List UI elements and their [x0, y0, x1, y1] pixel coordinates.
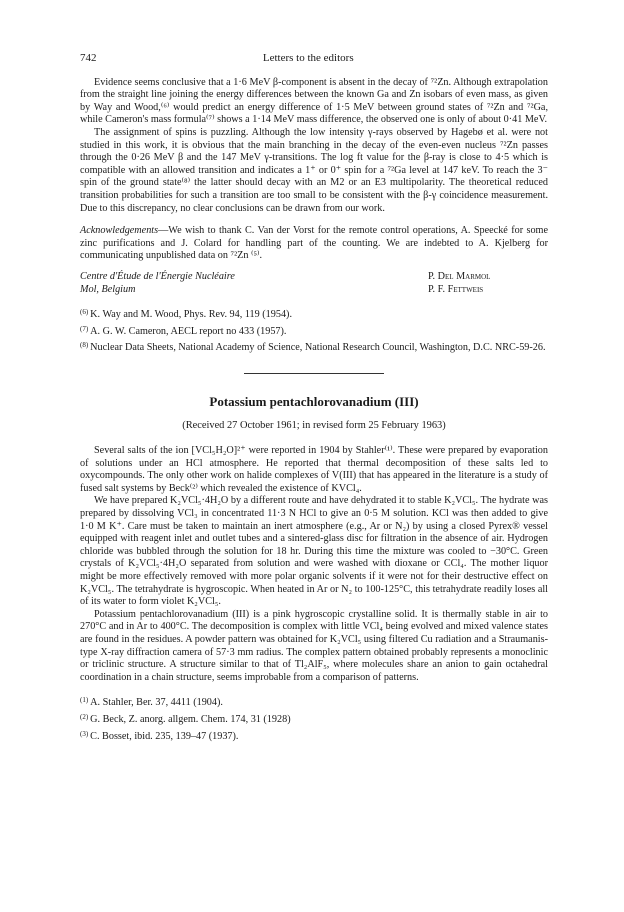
reference-text: A. Stahler, Ber. 37, 4411 (1904). [90, 697, 223, 709]
paragraph-evidence: Evidence seems conclusive that a 1·6 MeV β-component is absent in the decay of ⁷²Zn. Although extrapolation from the straight line joining the energy differences between the known Ga and Zn isobars of even mass, as given by Way and Wood,⁽⁶⁾ would predict an energy difference of 1·5 MeV between ground states of ⁷²Zn and ⁷²Ga, while Cameron's mass formula⁽⁷⁾ shows a 1·14 MeV mass difference, the observed one is only of about 0·41 MeV. [80, 76, 548, 126]
institution-location: Mol, Belgium [80, 283, 136, 295]
institution-name: Centre d'Étude de l'Énergie Nucléaire [80, 270, 235, 282]
reference-item [80, 694, 548, 710]
reference-item [80, 711, 548, 727]
reference-item [80, 323, 548, 339]
reference-item [80, 306, 548, 322]
reference-number: (3) [80, 729, 89, 738]
section-divider [244, 373, 384, 374]
reference-item [80, 728, 548, 744]
signoff [80, 271, 548, 296]
reference-text: K. Way and M. Wood, Phys. Rev. 94, 119 (1954). [90, 309, 292, 321]
paragraph-intro: Several salts of the ion [VCl₅H₂O]²⁺ were reported in 1904 by Stahler⁽¹⁾. These were prepared by evaporation of solutions under an HCl atmosphere. He reported that thermal decomposition of these salts led to oxycompounds. The only other work on halide complexes of V(III) that has appeared in the literature is a study of fused salt systems by Beck⁽²⁾ which revealed the existence of KVCl₄. [80, 445, 548, 494]
acknowledgements [80, 225, 548, 263]
institution [80, 271, 235, 296]
reference-number: (8) [80, 341, 89, 350]
references-second [80, 694, 548, 743]
reference-item [80, 339, 548, 355]
running-title: Letters to the editors [262, 52, 354, 64]
paragraph-preparation: We have prepared K₂VCl₅·4H₂O by a different route and have dehydrated it to stable K₂VCl₅. The hydrate was prepared by dissolving VCl₃ in concentrated 11·3 N HCl to give an 0·5 M solution. KCl was then added to give 1·0 M K⁺. Care must be taken to maintain an inert atmosphere (e.g., Ar or N₂) by using a closed Pyrex® vessel equipped with reagent inlet and outlet tubes and a sintered-glass disc for filtration in the absence of air. Hydrogen chloride was bubbled through the solution for 18 hr. During this time the mixture was cooled to −30°C. Green crystals of K₂VCl₅·4H₂O separated from solution and were washed with dioxane or CCl₄. The mother liquor might be more effectively removed with more polar organic solvents if it were not for their destructive effect on K₂VCl₅. The tetrahydrate is hygroscopic. When heated in Ar or N₂ to 100-125°C, this tetrahydrate readily loses all of its water to form violet K₂VCl₅. [80, 495, 548, 608]
author-name: P. F. Fettweis [428, 283, 484, 295]
reference-number: (1) [80, 696, 89, 705]
acknowledgements-text: —We wish to thank C. Van der Vorst for the remote control operations, A. Speecké for some zinc purifications and J. Colard for handling part of the counting. We are indebted to A. Kjelberg for communicating unpublished data on ⁷²Zn ⁽⁵⁾. [80, 225, 548, 262]
paragraph-properties: Potassium pentachlorovanadium (III) is a pink hygroscopic crystalline solid. It is thermally stable in air to 270°C and in Ar to 400°C. The decomposition is complex with little VCl₄ being evolved and mixed valence states are found in the residues. A powder pattern was obtained for K₂VCl₅ using filtered Cu radiation and a Straumanis-type X-ray diffraction camera of 57·3 mm radius. The complex pattern obtained probably represents a monoclinic or triclinic structure. A structure similar to that of Tl₂AlF₅, where molecules share an anion to gain octahedral coordination in a chain structure, seems improbable from a comparison of patterns. [80, 608, 548, 683]
article-title: Potassium pentachlorovanadium (III) [209, 393, 419, 409]
page-number: 742 [80, 52, 97, 64]
received-dates: (Received 27 October 1961; in revised form 25 February 1963) [182, 420, 446, 432]
page-header [80, 52, 548, 65]
acknowledgements-label: Acknowledgements [80, 225, 159, 237]
reference-text: Nuclear Data Sheets, National Academy of Science, National Research Council, Washington, D.C. NRC-59-26. [90, 342, 546, 354]
reference-text: G. Beck, Z. anorg. allgem. Chem. 174, 31 (1928) [90, 713, 291, 725]
page [80, 52, 548, 744]
reference-text: A. G. W. Cameron, AECL report no 433 (1957). [90, 325, 287, 337]
author-name: P. Del Marmol [428, 270, 491, 282]
reference-number: (7) [80, 324, 89, 333]
references-first [80, 306, 548, 355]
paragraph-spins: The assignment of spins is puzzling. Although the low intensity γ-rays observed by Hagebø et al. were not studied in this work, it is obvious that the main branching in the decay of the even-even nucleus ⁷²Zn passes through the 0·26 MeV β and the 147 MeV γ-transitions. The log ft value for the β-ray is close to 4·5 which is compatible with an allowed transition and indicates a 1⁺ or 0⁺ spin for a ⁷²Ga level at 147 keV. To reach the 3⁻ spin of the ground state⁽⁸⁾ the latter should decay with an M2 or an E3 multipolarity. The theoretical reduced transition probabilities for such a transition are too small to be consistent with the β-γ coincidence measurement. Due to this discrepancy, no clear conclusions can be drawn from our work. [80, 126, 548, 214]
authors [428, 271, 548, 296]
reference-number: (2) [80, 712, 89, 721]
reference-text: C. Bosset, ibid. 235, 139–47 (1937). [90, 730, 239, 742]
reference-number: (6) [80, 308, 89, 317]
